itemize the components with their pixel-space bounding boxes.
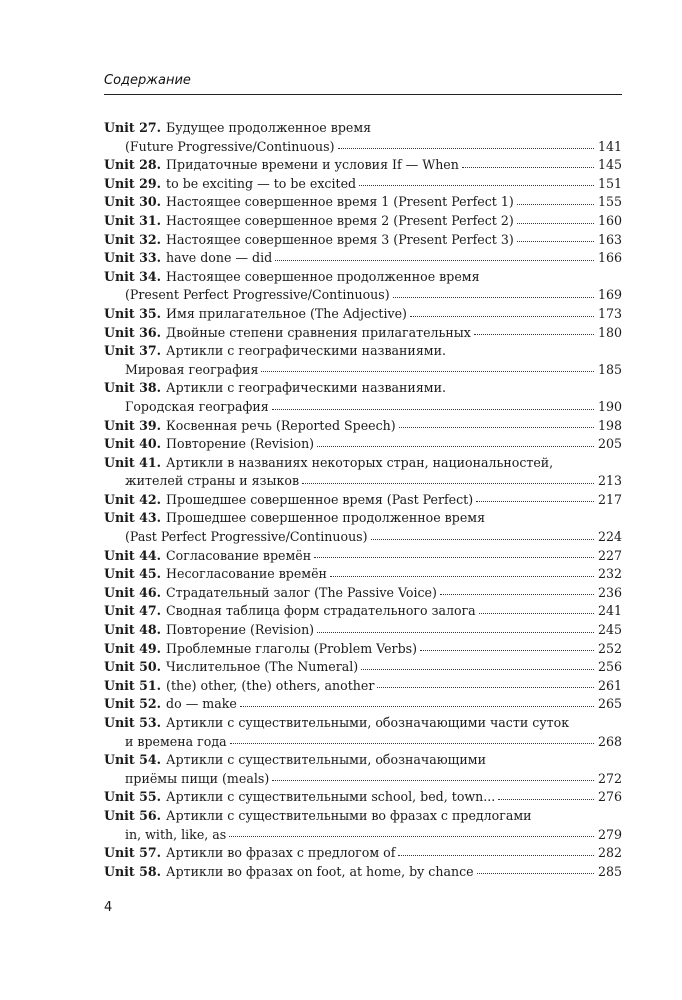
toc-page-number: 217 (597, 491, 622, 507)
toc-entry (104, 119, 622, 138)
toc-entry-title: (Present Perfect Progressive/Continuous) (125, 287, 390, 303)
dot-leader (317, 445, 594, 447)
running-header-title: Содержание (104, 73, 191, 88)
dot-leader (517, 240, 594, 242)
toc-entry-title: Артикли в названиях некоторых стран, национальностей, (166, 454, 554, 470)
dot-leader (317, 631, 594, 633)
toc-entry-title: Артикли с существительными во фразах с предлогами (166, 807, 532, 823)
toc-entry (104, 695, 622, 714)
toc-page-number: 224 (597, 529, 622, 545)
dot-leader (399, 426, 594, 428)
toc-unit-label: Unit 42. (104, 491, 162, 507)
toc-unit-label: Unit 52. (104, 696, 162, 712)
dot-leader (314, 556, 594, 558)
toc-unit-label: Unit 57. (104, 845, 162, 861)
toc-unit-label: Unit 47. (104, 603, 162, 619)
dot-leader (393, 296, 594, 298)
toc-entry (104, 379, 622, 398)
dot-leader (477, 872, 594, 874)
toc-entry-title: Мировая география (125, 361, 259, 377)
toc-entry-title: Имя прилагательное (The Adjective) (166, 305, 407, 321)
dot-leader (302, 482, 594, 484)
toc-entry (104, 863, 622, 882)
toc-entry (104, 621, 622, 640)
toc-page-number: 173 (597, 305, 622, 321)
toc-unit-label: Unit 55. (104, 789, 162, 805)
toc-entry-title: to be exciting — to be excited (166, 175, 357, 191)
dot-leader (371, 538, 594, 540)
toc-page-number: 166 (597, 250, 622, 266)
toc-page-number: 265 (597, 696, 622, 712)
dot-leader (272, 408, 594, 410)
toc-page-number: 282 (597, 845, 622, 861)
toc-unit-label: Unit 33. (104, 250, 162, 266)
dot-leader (479, 612, 594, 614)
dot-leader (474, 333, 594, 335)
dot-leader (462, 166, 594, 168)
toc-entry (104, 417, 622, 436)
toc-entry (104, 733, 622, 752)
toc-entry (104, 231, 622, 250)
toc-entry (104, 156, 622, 175)
toc-entry (104, 770, 622, 789)
toc-page-number: 252 (597, 640, 622, 656)
toc-unit-label: Unit 39. (104, 417, 162, 433)
table-of-contents (104, 119, 622, 881)
toc-entry (104, 509, 622, 528)
dot-leader (517, 222, 594, 224)
toc-page-number: 155 (597, 194, 622, 210)
toc-entry-title: Страдательный залог (The Passive Voice) (166, 584, 437, 600)
toc-entry-title: (Past Perfect Progressive/Continuous) (125, 529, 368, 545)
toc-entry (104, 677, 622, 696)
toc-page-number: 256 (597, 659, 622, 675)
toc-unit-label: Unit 41. (104, 454, 162, 470)
toc-entry (104, 714, 622, 733)
toc-unit-label: Unit 58. (104, 863, 162, 879)
toc-page-number: 232 (597, 566, 622, 582)
toc-entry-title: Артикли с географическими названиями. (166, 380, 446, 396)
toc-unit-label: Unit 44. (104, 547, 162, 563)
toc-page-number: 279 (597, 826, 622, 842)
toc-entry-title: Настоящее совершенное время 3 (Present Perfect 3) (166, 231, 514, 247)
toc-unit-label: Unit 43. (104, 510, 162, 526)
dot-leader (275, 259, 594, 261)
toc-page-number: 190 (597, 398, 622, 414)
dot-leader (377, 686, 594, 688)
toc-unit-label: Unit 36. (104, 324, 162, 340)
toc-entry-title: Согласование времён (166, 547, 312, 563)
dot-leader (240, 705, 594, 707)
dot-leader (330, 575, 594, 577)
toc-unit-label: Unit 48. (104, 622, 162, 638)
toc-entry (104, 565, 622, 584)
toc-page-number: 272 (597, 770, 622, 786)
toc-page-number: 141 (597, 138, 622, 154)
toc-page-number: 213 (597, 473, 622, 489)
dot-leader (229, 835, 594, 837)
toc-entry-title: do — make (166, 696, 237, 712)
toc-unit-label: Unit 46. (104, 584, 162, 600)
toc-entry (104, 268, 622, 287)
dot-leader (398, 854, 594, 856)
toc-entry (104, 584, 622, 603)
toc-entry-title: in, with, like, as (125, 826, 227, 842)
toc-unit-label: Unit 40. (104, 436, 162, 452)
toc-entry (104, 640, 622, 659)
dot-leader (410, 315, 594, 317)
toc-entry-title: Артикли с существительными, обозначающими части суток (166, 715, 570, 730)
toc-entry-title: Придаточные времени и условия If — When (166, 157, 459, 173)
toc-entry-title: Настоящее совершенное продолженное время (166, 268, 480, 284)
toc-page-number: 227 (597, 547, 622, 563)
toc-entry (104, 826, 622, 845)
toc-entry-title: Проблемные глаголы (Problem Verbs) (166, 640, 418, 656)
dot-leader (498, 798, 594, 800)
toc-entry (104, 807, 622, 826)
toc-page-number: 236 (597, 584, 622, 600)
toc-page-number: 268 (597, 733, 622, 749)
toc-page-number: 276 (597, 789, 622, 805)
toc-entry-title: Будущее продолженное время (166, 120, 372, 135)
toc-unit-label: Unit 29. (104, 175, 162, 191)
toc-entry-title: Артикли с существительными, обозначающими (166, 752, 486, 768)
page-number: 4 (104, 900, 113, 915)
toc-entry (104, 342, 622, 361)
toc-entry-title: Сводная таблица форм страдательного залога (166, 603, 476, 619)
toc-entry-title: Артикли во фразах с предлогом of (166, 845, 396, 861)
toc-entry-title: приёмы пищи (meals) (125, 770, 270, 786)
toc-page-number: 261 (597, 677, 622, 693)
toc-page-number: 245 (597, 622, 622, 638)
toc-unit-label: Unit 54. (104, 752, 162, 768)
toc-entry (104, 435, 622, 454)
toc-unit-label: Unit 35. (104, 305, 162, 321)
toc-entry (104, 286, 622, 305)
toc-entry (104, 212, 622, 231)
toc-entry (104, 658, 622, 677)
toc-entry-title: и времена года (125, 733, 227, 749)
toc-unit-label: Unit 37. (104, 343, 162, 359)
toc-page-number: 205 (597, 436, 622, 452)
toc-unit-label: Unit 34. (104, 268, 162, 284)
dot-leader (230, 742, 594, 744)
toc-entry (104, 305, 622, 324)
toc-page-number: 145 (597, 157, 622, 173)
toc-entry-title: (Future Progressive/Continuous) (125, 138, 335, 154)
toc-entry-title: Несогласование времён (166, 566, 327, 582)
toc-unit-label: Unit 38. (104, 380, 162, 396)
header-divider (104, 94, 622, 95)
toc-entry-title: Артикли с существительными school, bed, town... (166, 789, 496, 805)
toc-entry (104, 398, 622, 417)
toc-entry-title: Повторение (Revision) (166, 436, 315, 452)
toc-page-number: 198 (597, 417, 622, 433)
toc-unit-label: Unit 31. (104, 212, 162, 228)
toc-entry-title: Прошедшее совершенное продолженное время (166, 510, 486, 526)
toc-entry-title: Артикли во фразах on foot, at home, by chance (166, 863, 474, 879)
toc-entry (104, 472, 622, 491)
toc-entry (104, 528, 622, 547)
toc-entry-title: Настоящее совершенное время 1 (Present Perfect 1) (166, 194, 514, 210)
toc-entry (104, 361, 622, 380)
toc-entry-title: Числительное (The Numeral) (166, 659, 359, 675)
toc-unit-label: Unit 49. (104, 640, 162, 656)
toc-page-number: 180 (597, 324, 622, 340)
toc-entry-title: (the) other, (the) others, another (166, 677, 375, 693)
dot-leader (517, 203, 594, 205)
toc-entry (104, 193, 622, 212)
toc-unit-label: Unit 45. (104, 566, 162, 582)
dot-leader (361, 668, 594, 670)
dot-leader (261, 370, 593, 372)
toc-entry (104, 788, 622, 807)
toc-page-number: 160 (597, 212, 622, 228)
dot-leader (440, 593, 594, 595)
toc-entry (104, 175, 622, 194)
dot-leader (476, 500, 594, 502)
dot-leader (359, 184, 594, 186)
toc-entry (104, 547, 622, 566)
toc-entry (104, 491, 622, 510)
toc-entry-title: Артикли с географическими названиями. (166, 343, 446, 359)
toc-entry-title: Повторение (Revision) (166, 622, 315, 638)
dot-leader (420, 649, 594, 651)
toc-entry-title: Косвенная речь (Reported Speech) (166, 417, 396, 433)
toc-page-number: 185 (597, 361, 622, 377)
toc-unit-label: Unit 27. (104, 120, 162, 135)
toc-unit-label: Unit 56. (104, 807, 162, 823)
toc-entry (104, 844, 622, 863)
toc-page-number: 241 (597, 603, 622, 619)
toc-entry (104, 602, 622, 621)
toc-page-number: 169 (597, 287, 622, 303)
toc-unit-label: Unit 32. (104, 231, 162, 247)
toc-entry (104, 324, 622, 343)
toc-entry (104, 751, 622, 770)
toc-unit-label: Unit 50. (104, 659, 162, 675)
toc-page-number: 285 (597, 863, 622, 879)
toc-entry-title: жителей страны и языков (125, 473, 300, 489)
toc-unit-label: Unit 28. (104, 157, 162, 173)
toc-page-number: 163 (597, 231, 622, 247)
toc-entry (104, 249, 622, 268)
toc-page-number: 151 (597, 175, 622, 191)
toc-entry-title: Городская география (125, 398, 269, 414)
toc-entry-title: Двойные степени сравнения прилагательных (166, 324, 471, 340)
toc-entry (104, 454, 622, 473)
dot-leader (338, 147, 594, 149)
dot-leader (272, 779, 594, 781)
toc-entry-title: Прошедшее совершенное время (Past Perfect) (166, 491, 474, 507)
toc-unit-label: Unit 30. (104, 194, 162, 210)
toc-entry-title: Настоящее совершенное время 2 (Present Perfect 2) (166, 212, 514, 228)
toc-unit-label: Unit 53. (104, 715, 162, 730)
toc-entry-title: have done — did (166, 250, 273, 266)
toc-entry (104, 138, 622, 157)
toc-unit-label: Unit 51. (104, 677, 162, 693)
